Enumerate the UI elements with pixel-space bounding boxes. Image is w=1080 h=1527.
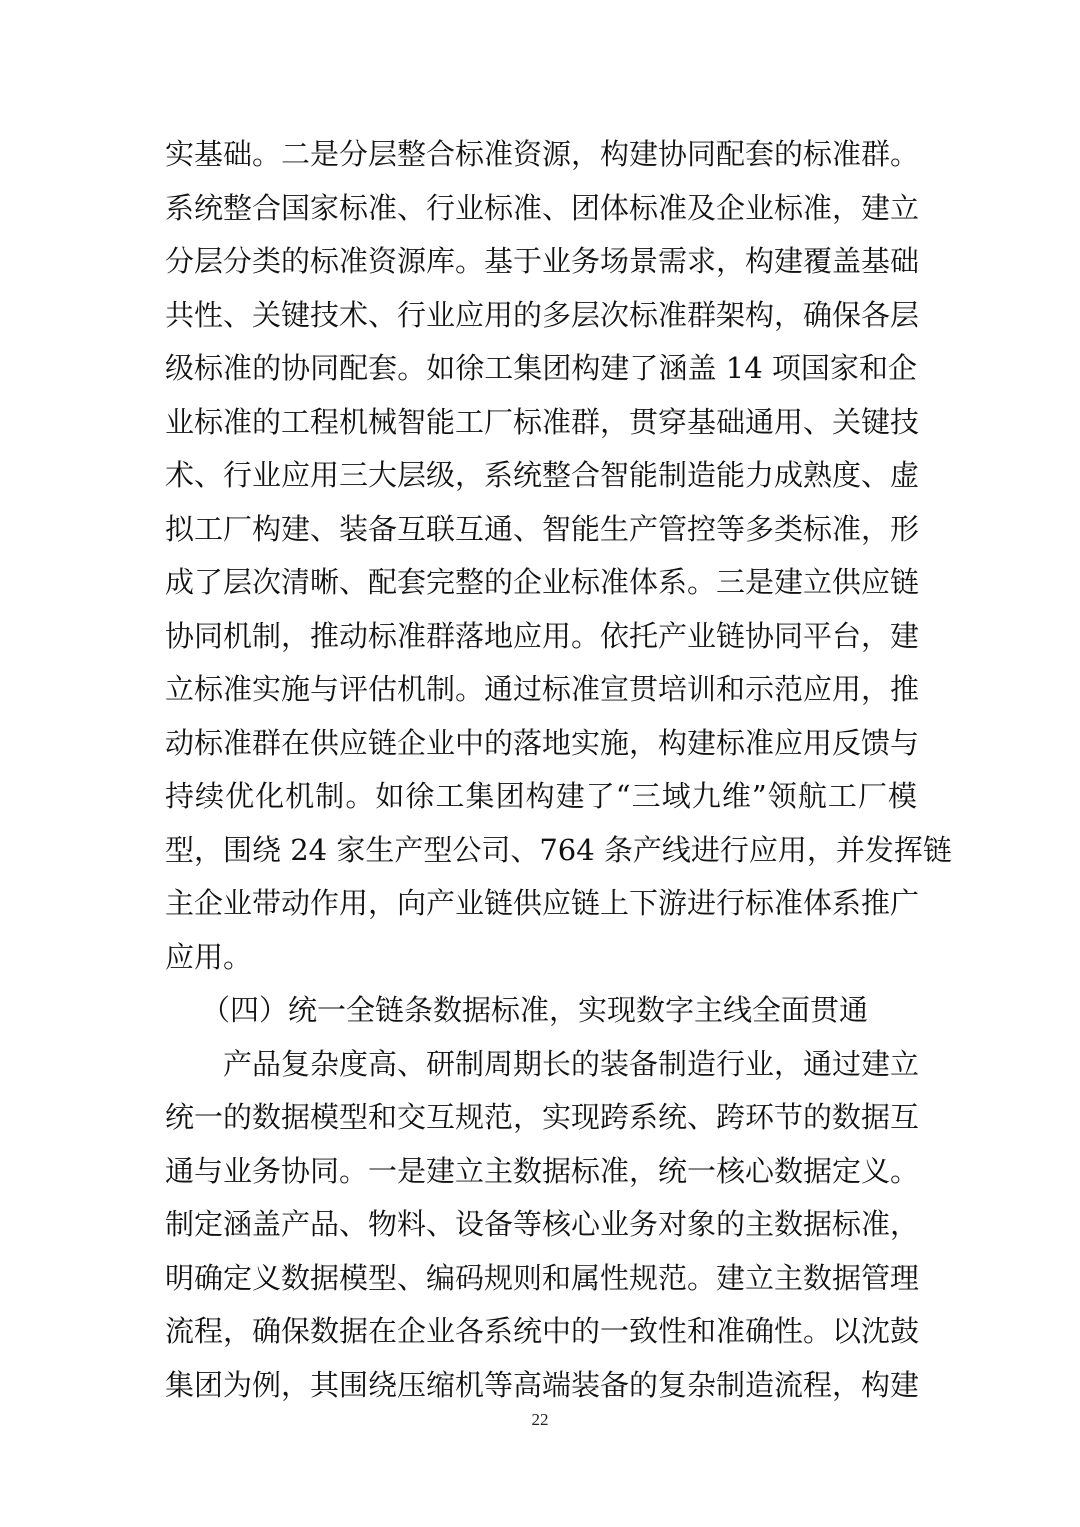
text-line: 立标准实施与评估机制。通过标准宣贯培训和示范应用，推 xyxy=(165,672,920,706)
text-line: 主企业带动作用，向产业链供应链上下游进行标准体系推广 xyxy=(165,886,920,920)
text-line: 制定涵盖产品、物料、设备等核心业务对象的主数据标准， xyxy=(165,1207,920,1241)
text-line: 协同机制，推动标准群落地应用。依托产业链协同平台，建 xyxy=(165,618,920,653)
body-text xyxy=(165,128,952,1412)
text-line: 明确定义数据模型、编码规则和属性规范。建立主数据管理 xyxy=(165,1260,920,1295)
text-line: 拟工厂构建、装备互联互通、智能生产管控等多类标准，形 xyxy=(165,511,920,546)
text-line: 产品复杂度高、研制周期长的装备制造行业，通过建立 xyxy=(223,1046,920,1081)
text-line: 持续优化机制。如徐工集团构建了“三域九维”领航工厂模 xyxy=(165,779,917,813)
text-line: 实基础。二是分层整合标准资源，构建协同配套的标准群。 xyxy=(165,137,920,171)
text-line: 成了层次清晰、配套完整的企业标准体系。三是建立供应链 xyxy=(165,565,920,599)
page-number: 22 xyxy=(531,1410,549,1429)
text-line: 集团为例，其围绕压缩机等高端装备的复杂制造流程，构建 xyxy=(165,1367,920,1402)
text-line: 系统整合国家标准、行业标准、团体标准及企业标准，建立 xyxy=(165,190,920,225)
section-heading: （四）统一全链条数据标准，实现数字主线全面贯通 xyxy=(201,993,869,1027)
text-line: 共性、关键技术、行业应用的多层次标准群架构，确保各层 xyxy=(165,297,920,332)
text-line: 业标准的工程机械智能工厂标准群，贯穿基础通用、关键技 xyxy=(165,404,920,439)
text-line: 流程，确保数据在企业各系统中的一致性和准确性。以沈鼓 xyxy=(165,1314,920,1348)
text-line: 通与业务协同。一是建立主数据标准，统一核心数据定义。 xyxy=(165,1153,920,1188)
text-line: 级标准的协同配套。如徐工集团构建了涵盖 14 项国家和企 xyxy=(165,351,917,385)
text-line: 型，围绕 24 家生产型公司、764 条产线进行应用，并发挥链 xyxy=(165,832,952,867)
text-line: 术、行业应用三大层级，系统整合智能制造能力成熟度、虚 xyxy=(165,458,920,492)
text-line: 分层分类的标准资源库。基于业务场景需求，构建覆盖基础 xyxy=(165,244,920,278)
text-line: 统一的数据模型和交互规范，实现跨系统、跨环节的数据互 xyxy=(165,1100,920,1134)
text-line: 应用。 xyxy=(165,939,253,974)
text-line: 动标准群在供应链企业中的落地实施，构建标准应用反馈与 xyxy=(165,725,920,760)
